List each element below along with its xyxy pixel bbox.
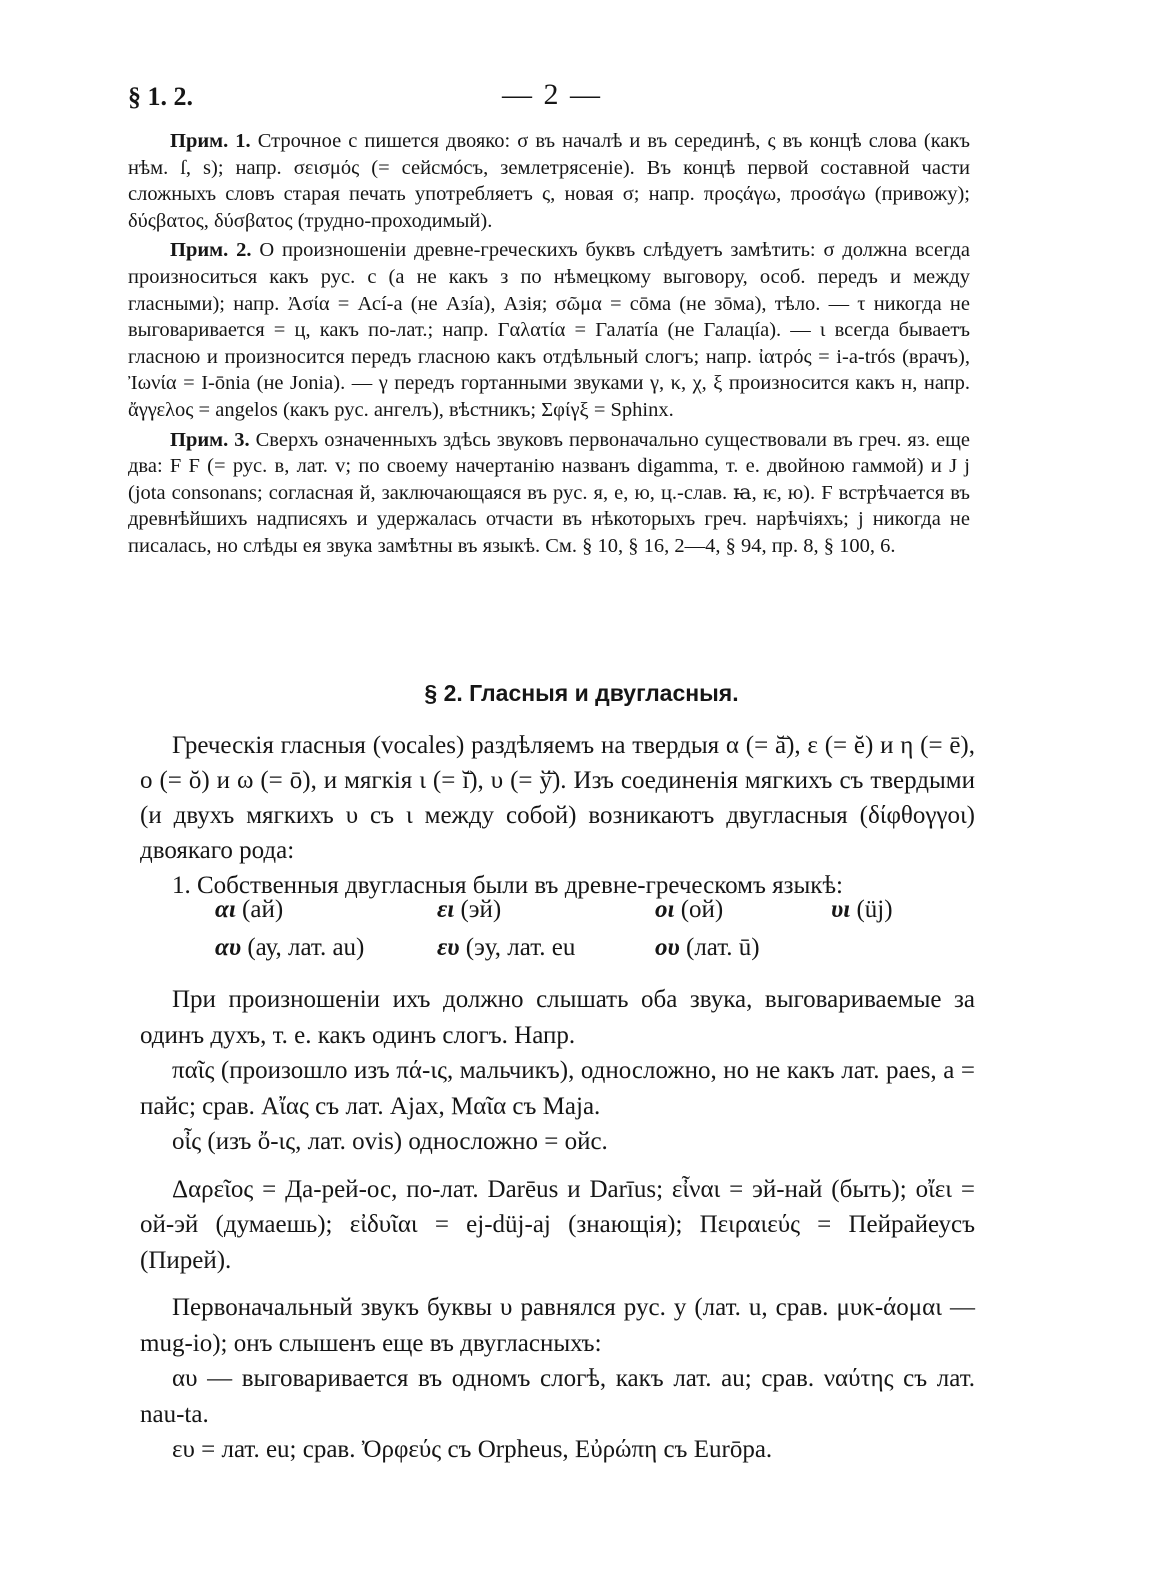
page-header	[128, 78, 1008, 118]
body-paragraph: При произношеніи ихъ должно слышать оба звука, выговариваемые за одинъ духъ, т. е. какъ одинъ слогъ. Напр.	[140, 986, 975, 1049]
note-label: Прим. 2.	[170, 239, 252, 262]
diphthong-item: ευ (эу, лат. eu	[437, 934, 576, 961]
note-3	[128, 427, 970, 560]
note-1	[128, 128, 970, 234]
body-paragraph: παῖς (произошло изъ πά-ις, мальчикъ), односложно, но не какъ лат. paes, а = пайс; срав. Αἴας съ лат. Ajax, Μαῖα съ Maja.	[140, 1057, 975, 1120]
note-text: Строчное с пишется двояко: σ въ началѣ и въ серединѣ, ς въ концѣ слова (какъ нѣм. ſ, s); напр. σεισμός (= сейсмóсъ, землетрясеніе). Въ концѣ первой составной части сложныхъ словъ старая печать употребляетъ ς, новая σ; напр. προςάγω, προσάγω (привожу); δύςβατος, δύσβατος (трудно-проходимый).	[128, 130, 971, 232]
page-number: — 2 —	[502, 78, 602, 111]
body-paragraph: οἶς (изъ ὄ-ις, лат. ovis) односложно = ойс.	[172, 1128, 608, 1155]
point-1: 1. Собственныя двугласныя были въ древне-греческомъ языкѣ:	[172, 872, 843, 899]
diphthong-item: αι (ай)	[215, 896, 284, 923]
note-2	[128, 237, 970, 423]
body-text	[140, 982, 975, 1468]
body-paragraph: Первоначальный звукъ буквы υ равнялся рус. у (лат. u, срав. μυκ-άομαι — mug-io); онъ слышенъ еще въ двугласныхъ:	[140, 1294, 975, 1357]
main-text	[140, 728, 975, 903]
section-heading: § 2. Гласныя и двугласныя.	[424, 680, 739, 706]
notes-block	[128, 128, 970, 560]
body-paragraph: Δαρεῖος = Да-рей-ос, по-лат. Darēus и Darīus; εἶναι = эй-най (быть); οἴει = ой-эй (думаешь); εἰδυῖαι = ej-düj-aj (знающія); Πειραιεύς = Пейрайеусъ (Пирей).	[140, 1175, 975, 1274]
intro-paragraph: Греческія гласныя (vocales) раздѣляемъ на твердыя α (= ă̄), ε (= ĕ) и η (= ē), ο (= ŏ) и ω (= ō), и мягкія ι (= ĭ̄), υ (= ў̄). Изъ соединенія мягкихъ съ твердыми (и двухъ мягкихъ υ съ ι между собой) возникаютъ двугласныя (δίφθογγοι) двоякаго рода:	[140, 732, 975, 864]
section-reference: § 1. 2.	[128, 82, 193, 111]
diphthong-item: οι (ой)	[655, 896, 724, 923]
note-label: Прим. 3.	[170, 428, 250, 451]
note-text: О произношеніи древне-греческихъ буквъ слѣдуетъ замѣтить: σ должна всегда произноситься какъ рус. с (а не какъ з по нѣмецкому выговору, особ. передъ и между гласными); напр. Ἀσία = Асí-а (не Азíа), Азія; σῶμα = сōма (не зōма), тѣло. — τ никогда не выговаривается = ц, какъ по-лат.; напр. Γαλατία = Галатíа (не Галацíа). — ι всегда бываетъ гласною и произносится передъ гласною какъ отдѣльный слогъ; напр. ἰατρός = i-a-trós (врачъ), Ἰωνία = I-ōnia (не Jonia). — γ передъ гортанными звуками γ, κ, χ, ξ произносится какъ н, напр. ἄγγελος = angelos (какъ рус. ангелъ), вѣстникъ; Σφίγξ = Sphinx.	[128, 239, 970, 421]
body-paragraph: αυ — выговаривается въ одномъ слогѣ, какъ лат. au; срав. ναύτης съ лат. nau-ta.	[140, 1365, 975, 1428]
body-paragraph: ευ = лат. eu; срав. Ὀρφεύς съ Orpheus, Εὐρώπη съ Eurōpa.	[172, 1436, 773, 1463]
diphthong-item: υι (üj)	[831, 896, 893, 923]
note-text: Сверхъ означенныхъ здѣсь звуковъ первоначально существовали въ греч. яз. еще два: F Ϝ (= рус. в, лат. v; по своему начертанію названъ digamma, т. е. двойною гаммой) и J j (jota consonans; согласная й, заключающаяся въ рус. я, е, ю, ц.-слав. ꙗ, ѥ, ю). Ϝ встрѣчается въ древнѣйшихъ надписяхъ и удержалась отчасти въ нѣкоторыхъ греч. нарѣчіяхъ; j никогда не писалась, но слѣды ея звука замѣтны въ языкѣ. См. § 10, § 16, 2—4, § 94, пр. 8, § 100, 6.	[128, 428, 971, 557]
note-label: Прим. 1.	[170, 130, 251, 152]
diphthong-item: ει (эй)	[437, 896, 502, 923]
diphthong-row-2	[215, 934, 975, 970]
diphthong-row-1	[215, 896, 975, 932]
diphthong-item: ου (лат. ū)	[655, 934, 760, 961]
diphthong-item: αυ (ау, лат. au)	[215, 934, 365, 961]
